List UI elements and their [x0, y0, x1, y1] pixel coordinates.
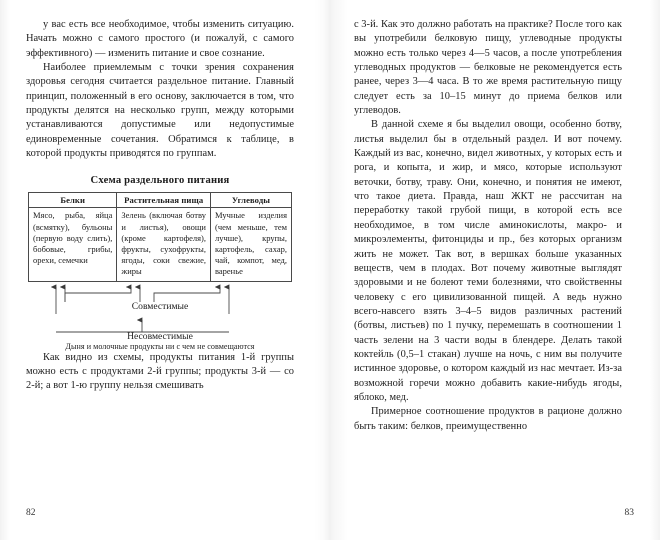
page-number-right: 83 — [624, 508, 634, 518]
paragraph: с 3-й. Как это должно работать на практике? После того как вы употребили белковую пищу, углеводные продукты можно есть только через 4—5 часов, а после употребления углеводных продуктов — белковые не рекомендуется есть ранее, через 3—4 часа. В то же время растительную пищу следует есть за 10–15 минут до приема белков или углеводов. — [354, 19, 623, 117]
table-row — [29, 208, 292, 281]
table-cell: Зелень (включая ботву и листья), овощи (кроме картофеля), фрукты, сухофрукты, ягоды, соки свежие, жиры — [117, 208, 211, 281]
table-header-cell: Белки — [29, 193, 117, 208]
right-page-text-column — [354, 18, 622, 434]
compatibility-arrows-svg — [28, 282, 292, 340]
diagram-label-incompatible: Несовместимые — [127, 330, 193, 340]
figure-scheme — [26, 175, 294, 350]
table-header-row — [29, 193, 292, 208]
arrow-g1-to-compatible — [65, 287, 131, 302]
paragraph: Примерное соотношение продуктов в рационе должно быть таким: белков, преимущественно — [354, 406, 622, 432]
paragraph: В данной схеме я бы выделил овощи, особенно ботву, листья выделил бы в отдельный раздел. И вот почему. Каждый из вас, конечно, видел животных, у которых есть и рога, и копыта, и жир, и мясо, которые используют веточки, ботву, траву. Они, конечно, и понятия не имеют, что такое диета. Правда, наш ЖКТ не рассчитан на переработку такой грубой пищи, в которой есть все необходимое, в том числе аминокислоты, макро- и микроэлементы, фитонциды и пр., без которых организм жить не может. Так вот, в вершках больше указанных веществ, чем в плодах. Вот почему животные выглядят здоровыми и не болеют теми болезнями, что свойственны человеку с его цивилизованной пищей. А ведь нужно всего-навсего взять 3–4–5 видов различных растений (ботвы, листьев) по 1 пучку, перемешать в соотношении 1 часть зелени на 3 части воды в блендере. Делать такой коктейль (0,5–1 стакан) лучше на ночь, с ним вы получите истинное здоровье, о котором каждый из нас мечтает. Из-за возможной горечи можно добавить какие-нибудь ягоды, яблоко, мед. — [354, 119, 622, 403]
paragraph: у вас есть все необходимое, чтобы изменить ситуацию. Начать можно с самого простого (и пожалуй, с самого эффективного) — изменить питание и свое сознание. — [26, 19, 294, 59]
table-header-cell: Растительная пища — [117, 193, 211, 208]
paragraph: Наиболее приемлемым с точки зрения сохранения здоровья сегодня считается раздельное питание. Главный принцип, положенный в его основу, заключается в том, что продукты делятся на несколько групп, между которыми устанавливаются допустимые или недопустимые единовременные сочетания. Обратимся к таблице, в которой продукты приводятся по группам. — [26, 62, 294, 160]
paragraph: Как видно из схемы, продукты питания 1-й группы можно есть с продуктами 2-й группы; продукты 3-й — со 2-й; а вот 1-ю группу нельзя смешивать — [26, 351, 294, 392]
figure-caption: Дыня и молочные продукты ни с чем не совмещаются — [65, 341, 255, 351]
figure-title: Схема раздельного питания — [90, 175, 230, 187]
arrow-g2-to-g3 — [154, 287, 220, 302]
page-number-left: 82 — [26, 508, 36, 518]
compatibility-diagram — [28, 282, 292, 351]
food-groups-table — [28, 192, 292, 281]
diagram-label-compatible: Совместимые — [131, 300, 189, 312]
left-page-text-column — [26, 18, 294, 394]
table-header-cell: Углеводы — [210, 193, 291, 208]
table-cell: Мучные изделия (чем меньше, тем лучше), крупы, картофель, сахар, чай, компот, мед, варенье — [210, 208, 291, 281]
table-cell: Мясо, рыба, яйца (всмятку), бульоны (первую воду слить), бобовые, грибы, орехи, семечки — [29, 208, 117, 281]
